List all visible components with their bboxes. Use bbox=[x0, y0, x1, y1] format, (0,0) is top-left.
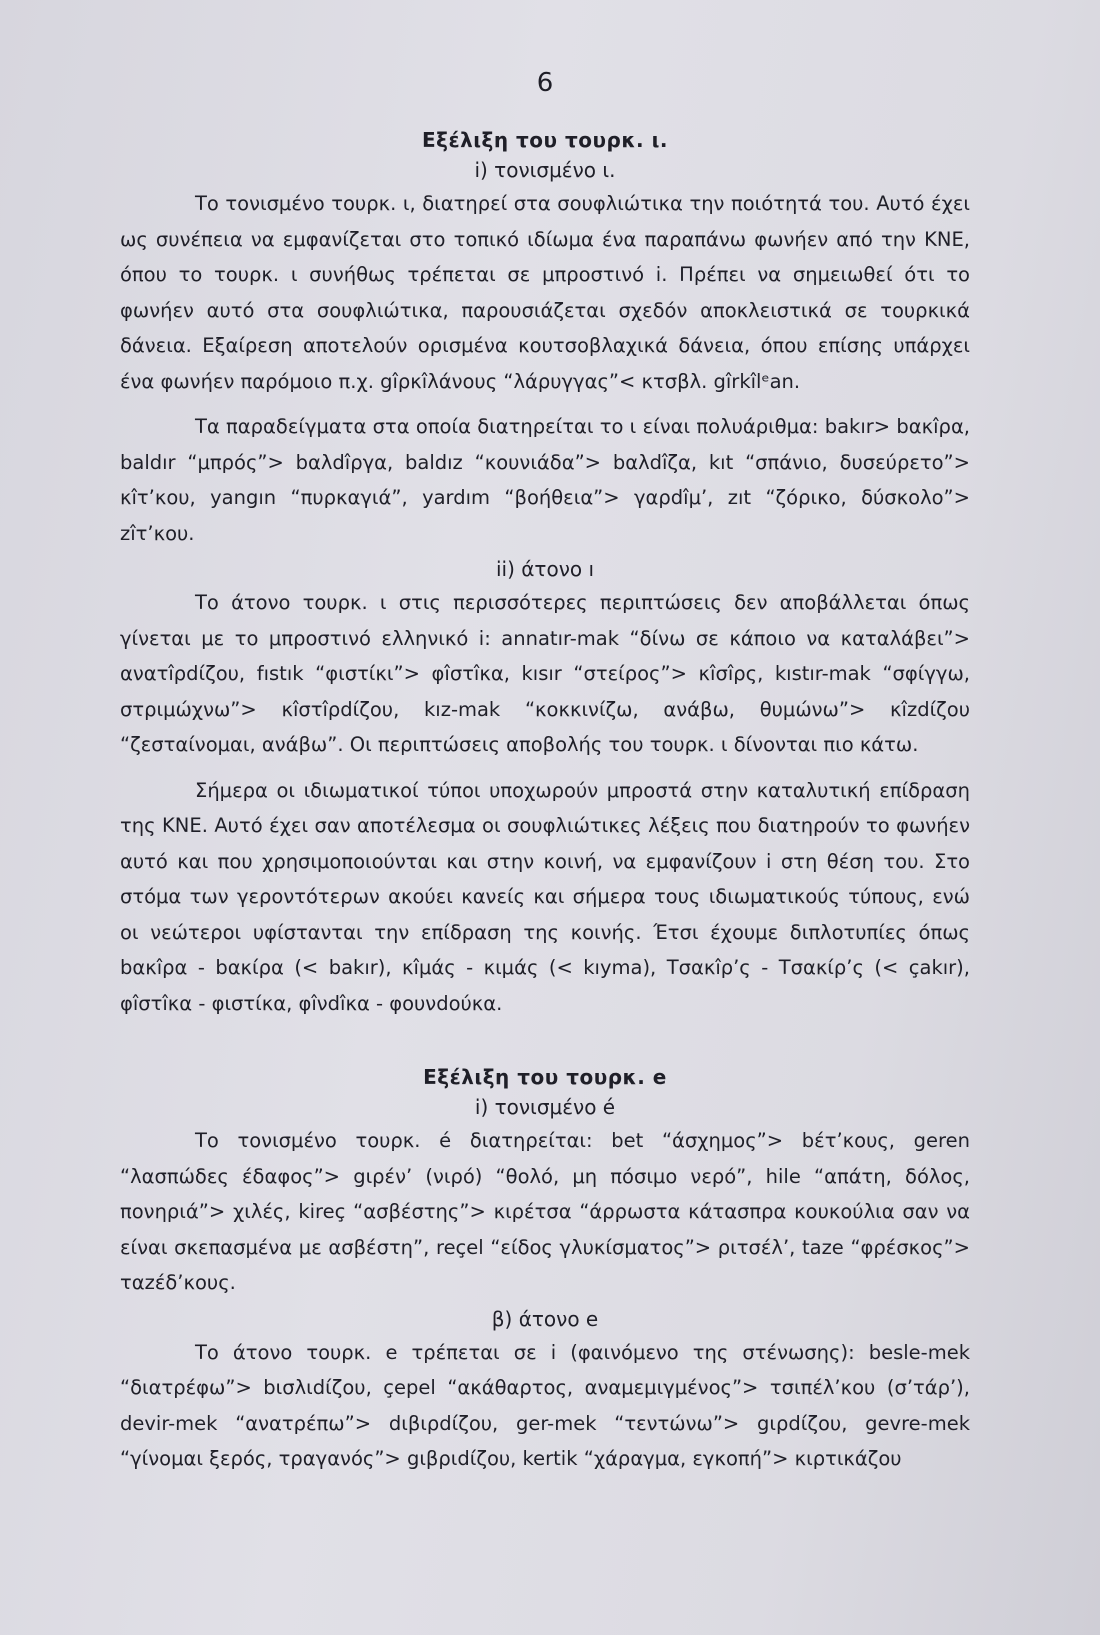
subsection-heading: i) τονισμένο é bbox=[474, 1095, 616, 1119]
paragraph: Το τονισμένο τουρκ. é διατηρείται: bet “άσχημος”> bέτ’κους, geren “λασπώδες έδαφος”> gιρέν’ (νιρό) “θολό, μη πόσιμο νερό”, hile “απάτη, δόλος, πονηριά”> χιλές, kireç “ασβέστης”> κιρέτσα “άρρωστα κάτασπρα κουκούλια σαν να είναι σκεπασμένα με ασβέστη”, reçel “είδος γλυκίσματος”> ριτσέλ’, taze “φρέσκος”> ταzέδ’κους. bbox=[120, 1129, 970, 1294]
section-title: Εξέλιξη του τουρκ. ι. bbox=[421, 128, 669, 152]
section-title: Εξέλιξη του τουρκ. e bbox=[423, 1065, 667, 1089]
page-number: 6 bbox=[536, 68, 554, 98]
paragraph: Το τονισμένο τουρκ. ι, διατηρεί στα σουφλιώτικα την ποιότητά του. Αυτό έχει ως συνέπεια να εμφανίζεται στο τοπικό ιδίωμα ένα παραπάνω φωνήεν από την ΚΝΕ, όπου το τουρκ. ι συνήθως τρέπεται σε μπροστινό i. Πρέπει να σημειωθεί ότι το φωνήεν αυτό στα σουφλιώτικα, παρουσιάζεται σχεδόν αποκλειστικά σε τουρκικά δάνεια. Εξαίρεση αποτελούν ορισμένα κουτσοβλαχικά δάνεια, όπου επίσης υπάρχει ένα φωνήεν παρόμοιο π.χ. gîρκîλάνους “λάρυγγας”< κτσβλ. gîrkîlᵉan. bbox=[120, 192, 970, 393]
paragraph: Τα παραδείγματα στα οποία διατηρείται το ι είναι πολυάριθμα: bakır> bακîρα, baldır “μπρός”> bαλdîργα, baldız “κουνιάδα”> bαλdîζα, kıt “σπάνιο, δυσεύρετο”> κîτ’κου, yangın “πυρκαγιά”, yardım “βοήθεια”> γαρdîμ’, zıt “ζόρικο, δύσκολο”> zîτ’κου. bbox=[120, 415, 970, 545]
section-turkish-e bbox=[120, 1065, 970, 1477]
paragraph: Σήμερα οι ιδιωματικοί τύποι υποχωρούν μπροστά στην καταλυτική επίδραση της ΚΝΕ. Αυτό έχει σαν αποτέλεσμα οι σουφλιώτικες λέξεις που διατηρούν το φωνήεν αυτό και που χρησιμοποιούνται και στην κοινή, να εμφανίζουν i στη θέση του. Στο στόμα των γεροντότερων ακούει κανείς και σήμερα τους ιδιωματικούς τύπους, ενώ οι νεώτεροι υφίστανται την επίδραση της κοινής. Έτσι έχουμε διπλοτυπίες όπως bακîρα - bακίρα (< bakır), κîμάς - κιμάς (< kıyma), Τσακîρ’ς - Τσακίρ’ς (< çakır), φîστîκα - φιστίκα, φîνdîκα - φουνdούκα. bbox=[120, 778, 970, 1015]
paragraph: Το άτονο τουρκ. ι στις περισσότερες περιπτώσεις δεν αποβάλλεται όπως γίνεται με το μπροστινό ελληνικό i: annatır-mak “δίνω σε κάποιο να καταλάβει”> ανατîρdίζου, fıstık “φιστίκι”> φîστîκα, kısır “στείρος”> κîσîρς, kıstır-mak “σφίγγω, στριμώχνω”> κîστîρdίζου, kız-mak “κοκκινίζω, ανάβω, θυμώνω”> κîzdίζου “ζεσταίνομαι, ανάβω”. Οι περιπτώσεις αποβολής του τουρκ. ι δίνονται πιο κάτω. bbox=[120, 591, 970, 756]
paragraph: Το άτονο τουρκ. e τρέπεται σε i (φαινόμενο της στένωσης): besle-mek “διατρέφω”> bισλιdίζου, çepel “ακάθαρτος, αναμεμιγμένος”> τσιπέλ’κου (σ’τάρ’), devir-mek “ανατρέπω”> dιβιρdίζου, ger-mek “τεντώνω”> gιρdίζου, gevre-mek “γίνομαι ξερός, τραγανός”> gιβριdίζου, kertik “χάραγμα, εγκοπή”> κιρτικάζου bbox=[120, 1340, 970, 1470]
subsection-heading: i) τονισμένο ι. bbox=[474, 158, 616, 182]
subsection-heading: β) άτονο e bbox=[491, 1306, 599, 1331]
subsection-heading: ii) άτονο ı bbox=[495, 557, 595, 581]
section-turkish-i bbox=[120, 128, 970, 1021]
